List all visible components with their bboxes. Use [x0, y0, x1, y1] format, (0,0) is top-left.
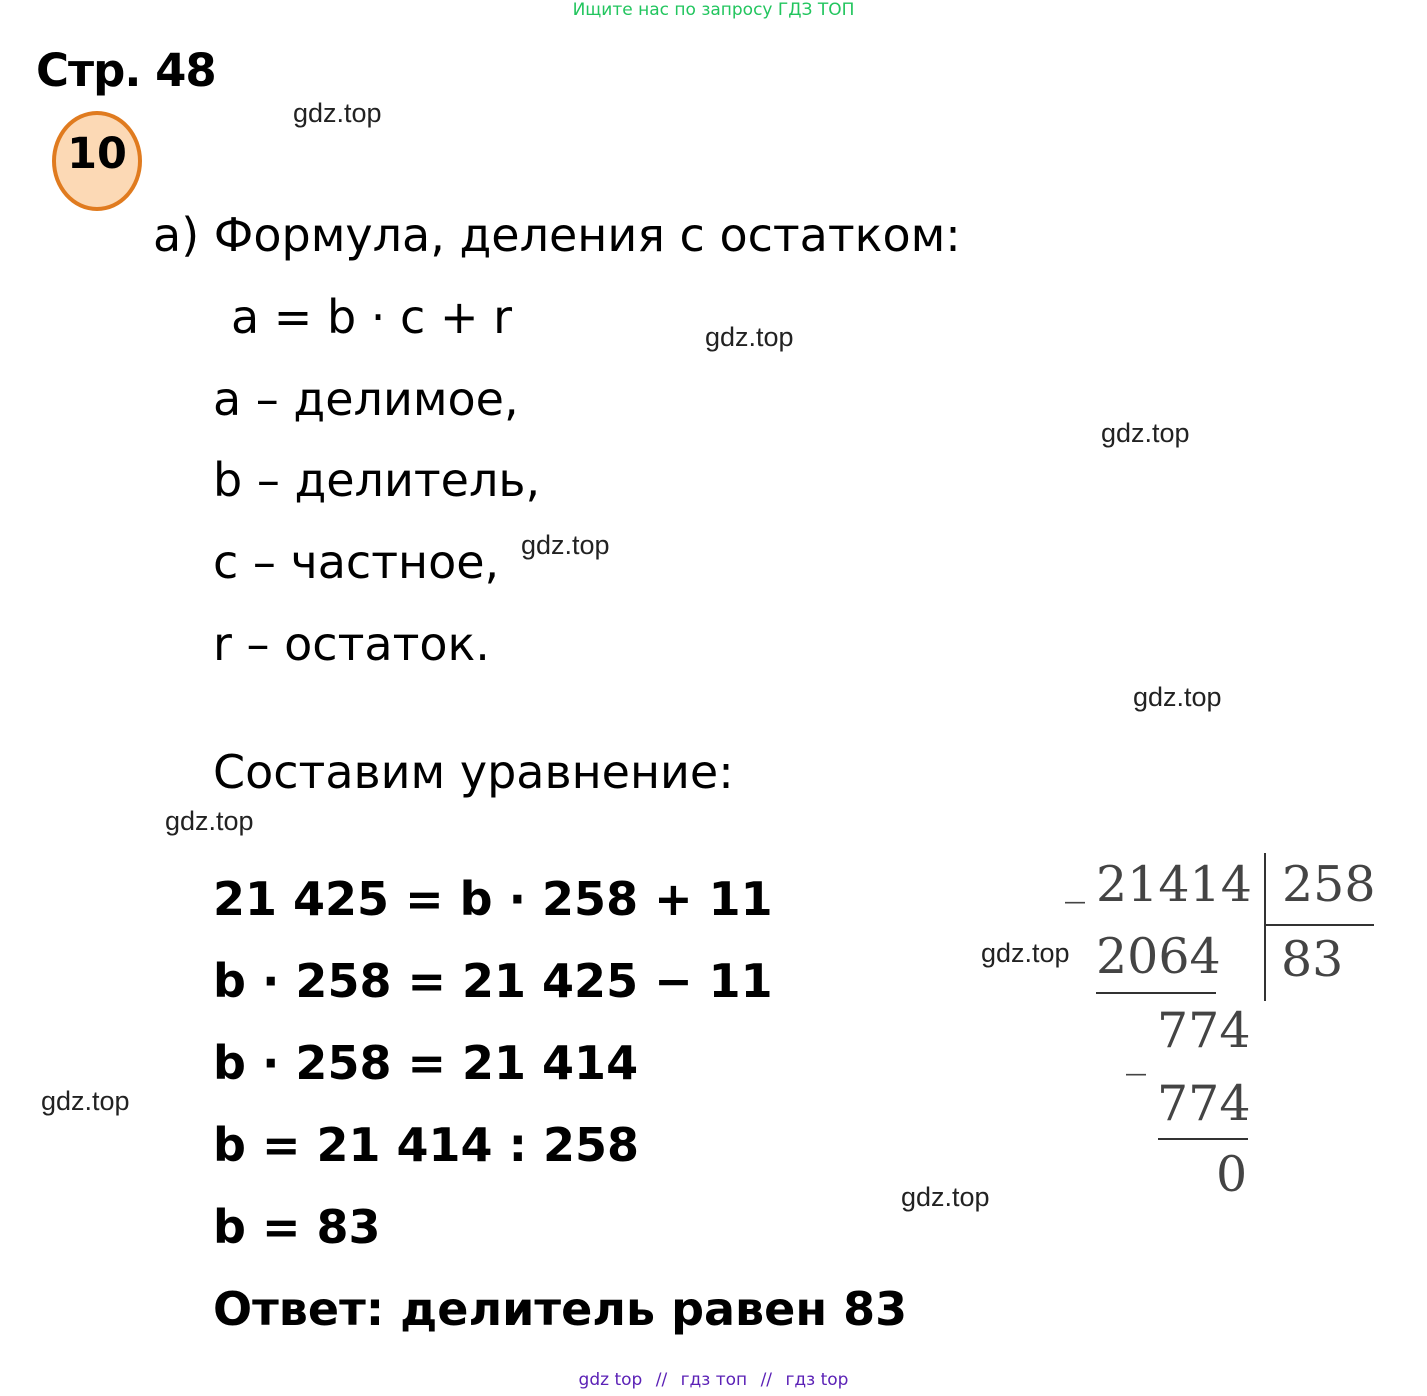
footer-link[interactable]: gdz top	[578, 1370, 643, 1390]
definition-a: a – делимое,	[213, 372, 519, 426]
step-4: b = 21 414 : 258	[213, 1118, 639, 1172]
underline-2	[1158, 1138, 1248, 1140]
subtrahend-1: 2064	[1096, 928, 1221, 985]
subtrahend-2: 774	[1157, 1075, 1251, 1132]
watermark: gdz.top	[521, 530, 610, 560]
watermark: gdz.top	[165, 806, 254, 836]
divisor: 258	[1282, 856, 1376, 913]
definition-b: b – делитель,	[213, 453, 541, 507]
part-a-heading: а) Формула, деления с остатком:	[153, 208, 961, 262]
watermark: gdz.top	[705, 322, 794, 352]
division-bar-horizontal	[1266, 924, 1374, 926]
dividend: 21414	[1096, 856, 1252, 913]
watermark: gdz.top	[1133, 682, 1222, 712]
minus-sign: _	[1126, 1030, 1146, 1076]
watermark: gdz.top	[981, 938, 1070, 968]
minus-sign: _	[1065, 858, 1085, 904]
division-bar-vertical	[1264, 853, 1266, 1001]
formula: a = b · c + r	[231, 290, 513, 344]
footer-link[interactable]: гдз топ	[680, 1370, 748, 1390]
top-banner: Ищите нас по запросу ГДЗ ТОП	[572, 0, 855, 20]
step-2: b · 258 = 21 425 − 11	[213, 954, 773, 1008]
footer-link[interactable]: гдз top	[785, 1370, 849, 1390]
footer-separator: //	[655, 1370, 668, 1390]
step-5: b = 83	[213, 1200, 381, 1254]
quotient: 83	[1281, 931, 1344, 988]
task-number-badge	[52, 111, 142, 211]
task-number: 10	[67, 129, 127, 179]
page-title: Стр. 48	[36, 44, 216, 97]
definition-c: c – частное,	[213, 535, 500, 589]
footer	[0, 1370, 1427, 1390]
watermark: gdz.top	[293, 98, 382, 128]
watermark: gdz.top	[901, 1182, 990, 1212]
equation-heading: Составим уравнение:	[213, 745, 734, 799]
watermark: gdz.top	[1101, 418, 1190, 448]
watermark: gdz.top	[41, 1086, 130, 1116]
definition-r: r – остаток.	[213, 617, 490, 671]
underline-1	[1096, 992, 1216, 994]
step-1: 21 425 = b · 258 + 11	[213, 872, 773, 926]
step-3: b · 258 = 21 414	[213, 1036, 639, 1090]
footer-separator: //	[760, 1370, 773, 1390]
remainder-1: 774	[1157, 1002, 1251, 1059]
answer: Ответ: делитель равен 83	[213, 1282, 908, 1336]
final-remainder: 0	[1216, 1146, 1248, 1203]
